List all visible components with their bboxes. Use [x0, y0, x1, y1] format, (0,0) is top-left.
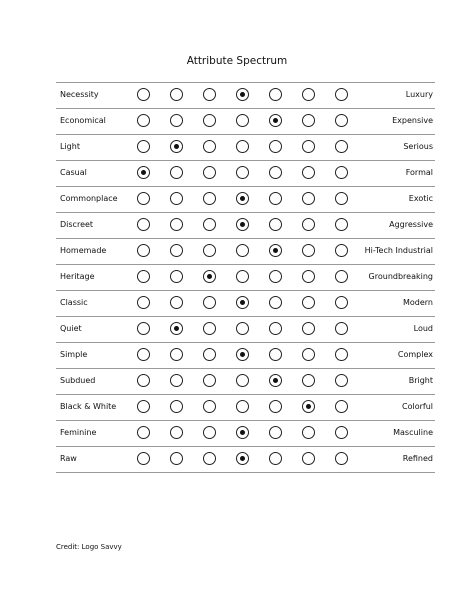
left-attribute-label: Classic [60, 298, 88, 307]
right-attribute-label: Expensive [392, 116, 433, 125]
right-attribute-label: Masculine [393, 428, 433, 437]
right-attribute-label: Groundbreaking [368, 272, 433, 281]
radio-button[interactable] [269, 296, 282, 309]
radio-button[interactable] [203, 296, 216, 309]
radio-button[interactable] [335, 244, 348, 257]
radio-button[interactable] [170, 374, 183, 387]
radio-button[interactable] [203, 140, 216, 153]
radio-button[interactable] [137, 296, 150, 309]
right-attribute-label: Exotic [408, 194, 433, 203]
radio-button[interactable] [170, 192, 183, 205]
left-attribute-label: Casual [60, 168, 87, 177]
radio-button[interactable] [203, 322, 216, 335]
left-attribute-label: Light [60, 142, 80, 151]
spectrum-row [56, 317, 435, 343]
radio-button[interactable] [302, 452, 315, 465]
spectrum-row [56, 265, 435, 291]
left-attribute-label: Feminine [60, 428, 97, 437]
radio-button[interactable] [302, 218, 315, 231]
radio-button[interactable] [335, 270, 348, 283]
radio-button-selected[interactable] [236, 452, 249, 465]
radio-button[interactable] [335, 322, 348, 335]
radio-button-selected[interactable] [137, 166, 150, 179]
spectrum-row [56, 239, 435, 265]
spectrum-row [56, 109, 435, 135]
radio-button[interactable] [269, 348, 282, 361]
radio-button[interactable] [203, 166, 216, 179]
left-attribute-label: Subdued [60, 376, 96, 385]
spectrum-row [56, 369, 435, 395]
radio-button[interactable] [170, 218, 183, 231]
radio-button[interactable] [302, 114, 315, 127]
spectrum-row [56, 187, 435, 213]
right-attribute-label: Serious [403, 142, 433, 151]
radio-button[interactable] [203, 88, 216, 101]
radio-button[interactable] [335, 166, 348, 179]
radio-button[interactable] [170, 166, 183, 179]
spectrum-row [56, 447, 435, 473]
radio-button[interactable] [203, 192, 216, 205]
radio-button[interactable] [269, 218, 282, 231]
spectrum-row [56, 343, 435, 369]
radio-button[interactable] [203, 374, 216, 387]
radio-button-selected[interactable] [236, 426, 249, 439]
radio-button[interactable] [269, 192, 282, 205]
left-attribute-label: Heritage [60, 272, 95, 281]
radio-button[interactable] [269, 426, 282, 439]
radio-button[interactable] [236, 166, 249, 179]
radio-button[interactable] [302, 322, 315, 335]
radio-button[interactable] [302, 348, 315, 361]
radio-button-selected[interactable] [236, 192, 249, 205]
spectrum-row [56, 291, 435, 317]
radio-button[interactable] [335, 88, 348, 101]
radio-button[interactable] [137, 88, 150, 101]
radio-button[interactable] [170, 348, 183, 361]
radio-button[interactable] [269, 322, 282, 335]
radio-button-selected[interactable] [269, 114, 282, 127]
radio-button[interactable] [137, 270, 150, 283]
radio-button[interactable] [170, 270, 183, 283]
right-attribute-label: Modern [402, 298, 433, 307]
radio-button[interactable] [137, 452, 150, 465]
radio-button[interactable] [335, 348, 348, 361]
radio-button[interactable] [302, 426, 315, 439]
radio-button[interactable] [335, 400, 348, 413]
attribute-spectrum-table [56, 82, 435, 473]
radio-button[interactable] [302, 166, 315, 179]
radio-button-selected[interactable] [236, 218, 249, 231]
left-attribute-label: Simple [60, 350, 88, 359]
radio-button[interactable] [302, 244, 315, 257]
radio-button[interactable] [170, 114, 183, 127]
spectrum-row [56, 83, 435, 109]
radio-button[interactable] [335, 296, 348, 309]
radio-button[interactable] [203, 244, 216, 257]
right-attribute-label: Colorful [402, 402, 433, 411]
right-attribute-label: Hi-Tech Industrial [364, 246, 433, 255]
radio-button[interactable] [137, 114, 150, 127]
radio-button[interactable] [137, 140, 150, 153]
radio-button-selected[interactable] [236, 88, 249, 101]
radio-button-selected[interactable] [203, 270, 216, 283]
radio-button[interactable] [137, 192, 150, 205]
radio-button[interactable] [203, 400, 216, 413]
radio-button[interactable] [170, 244, 183, 257]
radio-button[interactable] [236, 374, 249, 387]
radio-button[interactable] [269, 400, 282, 413]
radio-button[interactable] [203, 452, 216, 465]
left-attribute-label: Necessity [60, 90, 99, 99]
radio-button[interactable] [137, 374, 150, 387]
radio-button[interactable] [302, 374, 315, 387]
radio-button[interactable] [269, 88, 282, 101]
spectrum-row [56, 421, 435, 447]
radio-button-selected[interactable] [269, 374, 282, 387]
radio-button-selected[interactable] [269, 244, 282, 257]
radio-button-selected[interactable] [302, 400, 315, 413]
radio-button[interactable] [236, 244, 249, 257]
radio-button[interactable] [302, 296, 315, 309]
spectrum-row [56, 135, 435, 161]
left-attribute-label: Commonplace [60, 194, 118, 203]
radio-button[interactable] [335, 452, 348, 465]
radio-button-selected[interactable] [236, 296, 249, 309]
radio-button[interactable] [269, 270, 282, 283]
right-attribute-label: Luxury [405, 90, 433, 99]
radio-button[interactable] [335, 192, 348, 205]
radio-button[interactable] [302, 192, 315, 205]
radio-button[interactable] [335, 218, 348, 231]
radio-button-selected[interactable] [170, 140, 183, 153]
left-attribute-label: Homemade [60, 246, 107, 255]
left-attribute-label: Discreet [60, 220, 94, 229]
right-attribute-label: Refined [402, 454, 433, 463]
spectrum-row [56, 395, 435, 421]
right-attribute-label: Loud [413, 324, 433, 333]
radio-button[interactable] [335, 114, 348, 127]
radio-button[interactable] [269, 452, 282, 465]
radio-button[interactable] [236, 114, 249, 127]
radio-button[interactable] [137, 426, 150, 439]
radio-button[interactable] [269, 140, 282, 153]
radio-button[interactable] [203, 348, 216, 361]
radio-button[interactable] [269, 166, 282, 179]
left-attribute-label: Economical [60, 116, 106, 125]
radio-button[interactable] [170, 452, 183, 465]
spectrum-row [56, 161, 435, 187]
radio-button[interactable] [236, 400, 249, 413]
radio-button[interactable] [302, 140, 315, 153]
right-attribute-label: Bright [408, 376, 433, 385]
left-attribute-label: Quiet [60, 324, 82, 333]
credit-text: Credit: Logo Savvy [56, 543, 122, 551]
radio-button[interactable] [137, 244, 150, 257]
radio-button[interactable] [203, 114, 216, 127]
radio-button[interactable] [137, 348, 150, 361]
left-attribute-label: Black & White [60, 402, 117, 411]
right-attribute-label: Complex [397, 350, 433, 359]
radio-button-selected[interactable] [170, 322, 183, 335]
radio-button[interactable] [335, 140, 348, 153]
right-attribute-label: Formal [405, 168, 433, 177]
radio-button[interactable] [203, 426, 216, 439]
radio-button[interactable] [170, 88, 183, 101]
radio-button[interactable] [236, 140, 249, 153]
radio-button[interactable] [335, 374, 348, 387]
radio-button[interactable] [137, 218, 150, 231]
radio-button[interactable] [302, 270, 315, 283]
page-title: Attribute Spectrum [186, 55, 288, 67]
spectrum-row [56, 213, 435, 239]
radio-button[interactable] [203, 218, 216, 231]
radio-button[interactable] [170, 400, 183, 413]
radio-button[interactable] [170, 426, 183, 439]
radio-button[interactable] [335, 426, 348, 439]
left-attribute-label: Raw [60, 454, 77, 463]
radio-button[interactable] [170, 296, 183, 309]
radio-button[interactable] [302, 88, 315, 101]
right-attribute-label: Aggressive [389, 220, 433, 229]
radio-button-selected[interactable] [236, 348, 249, 361]
radio-button[interactable] [137, 400, 150, 413]
radio-button[interactable] [137, 322, 150, 335]
radio-button[interactable] [236, 322, 249, 335]
radio-button[interactable] [236, 270, 249, 283]
